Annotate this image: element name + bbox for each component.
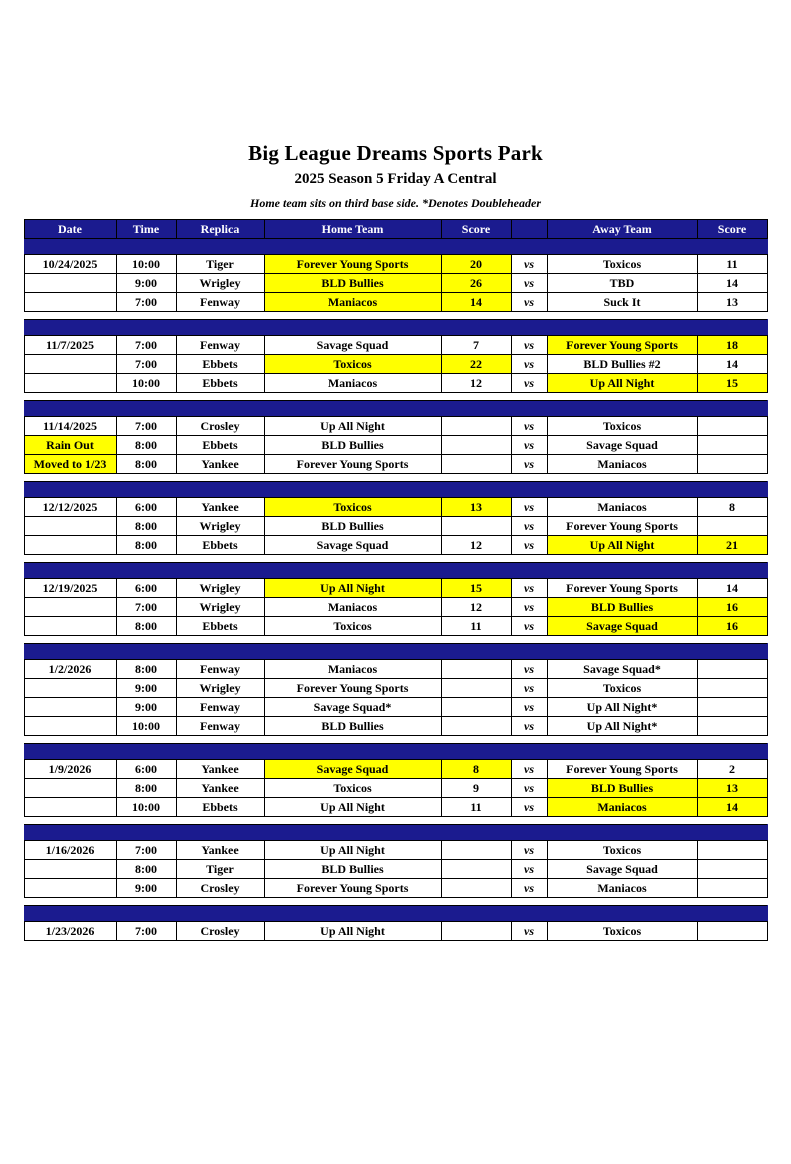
group-spacer: [24, 636, 767, 644]
cell-home-score: [441, 879, 511, 898]
cell-time: 8:00: [116, 660, 176, 679]
cell-date: 12/12/2025: [24, 498, 116, 517]
cell-home-score: 11: [441, 617, 511, 636]
cell-away-team: Up All Night: [547, 536, 697, 555]
group-divider-band: [24, 744, 767, 760]
cell-home-team: BLD Bullies: [264, 436, 441, 455]
cell-vs-label: vs: [511, 355, 547, 374]
cell-vs-label: vs: [511, 879, 547, 898]
cell-replica: Yankee: [176, 498, 264, 517]
cell-home-team: Savage Squad: [264, 760, 441, 779]
group-spacer-cell: [24, 817, 767, 825]
cell-away-team: Savage Squad: [547, 436, 697, 455]
cell-date: 11/14/2025: [24, 417, 116, 436]
cell-date: [24, 879, 116, 898]
cell-time: 8:00: [116, 536, 176, 555]
header-note: Home team sits on third base side. *Denotes Doubleheader: [250, 196, 541, 210]
cell-home-team: Maniacos: [264, 598, 441, 617]
cell-away-team: BLD Bullies: [547, 598, 697, 617]
cell-away-score: [697, 436, 767, 455]
cell-vs-label: vs: [511, 455, 547, 474]
cell-replica: Ebbets: [176, 436, 264, 455]
cell-vs-label: vs: [511, 841, 547, 860]
cell-home-team: Up All Night: [264, 922, 441, 941]
cell-replica: Tiger: [176, 255, 264, 274]
group-divider-cell: [24, 744, 767, 760]
cell-date: 1/23/2026: [24, 922, 116, 941]
cell-date: Rain Out: [24, 436, 116, 455]
cell-home-score: [441, 417, 511, 436]
table-row: [24, 779, 767, 798]
cell-vs-label: vs: [511, 598, 547, 617]
cell-replica: Crosley: [176, 417, 264, 436]
table-row: [24, 417, 767, 436]
cell-home-score: 26: [441, 274, 511, 293]
cell-date: [24, 798, 116, 817]
group-divider-cell: [24, 906, 767, 922]
cell-away-score: 14: [697, 579, 767, 598]
cell-replica: Ebbets: [176, 798, 264, 817]
cell-replica: Tiger: [176, 860, 264, 879]
group-spacer-cell: [24, 636, 767, 644]
cell-replica: Ebbets: [176, 355, 264, 374]
group-spacer: [24, 898, 767, 906]
cell-away-team: Forever Young Sports: [547, 760, 697, 779]
table-header: [24, 220, 767, 239]
cell-home-team: Forever Young Sports: [264, 255, 441, 274]
cell-replica: Wrigley: [176, 274, 264, 293]
table-row: [24, 517, 767, 536]
cell-home-team: Up All Night: [264, 417, 441, 436]
cell-away-score: [697, 860, 767, 879]
cell-away-score: 8: [697, 498, 767, 517]
cell-vs-label: vs: [511, 922, 547, 941]
cell-away-score: 16: [697, 617, 767, 636]
group-divider-band: [24, 906, 767, 922]
table-row: [24, 717, 767, 736]
cell-time: 8:00: [116, 455, 176, 474]
cell-home-team: Savage Squad*: [264, 698, 441, 717]
cell-home-score: [441, 717, 511, 736]
column-header-home-score: Score: [441, 220, 511, 239]
cell-replica: Wrigley: [176, 579, 264, 598]
table-row: [24, 679, 767, 698]
cell-time: 10:00: [116, 798, 176, 817]
cell-home-score: 12: [441, 598, 511, 617]
cell-replica: Fenway: [176, 336, 264, 355]
cell-replica: Wrigley: [176, 598, 264, 617]
cell-away-team: Savage Squad: [547, 617, 697, 636]
cell-away-score: 15: [697, 374, 767, 393]
cell-vs-label: vs: [511, 536, 547, 555]
cell-time: 8:00: [116, 517, 176, 536]
group-divider-cell: [24, 239, 767, 255]
table-row: [24, 455, 767, 474]
cell-time: 9:00: [116, 698, 176, 717]
cell-away-team: Up All Night*: [547, 717, 697, 736]
cell-replica: Yankee: [176, 841, 264, 860]
column-header-date: Date: [24, 220, 116, 239]
cell-time: 6:00: [116, 760, 176, 779]
cell-vs-label: vs: [511, 579, 547, 598]
cell-home-team: Toxicos: [264, 498, 441, 517]
cell-home-team: Forever Young Sports: [264, 679, 441, 698]
cell-vs-label: vs: [511, 274, 547, 293]
cell-time: 8:00: [116, 617, 176, 636]
cell-away-team: Toxicos: [547, 255, 697, 274]
cell-date: [24, 374, 116, 393]
cell-replica: Ebbets: [176, 617, 264, 636]
cell-date: 11/7/2025: [24, 336, 116, 355]
page-subtitle: 2025 Season 5 Friday A Central: [294, 171, 497, 188]
cell-time: 9:00: [116, 679, 176, 698]
cell-away-team: Toxicos: [547, 679, 697, 698]
page-title: Big League Dreams Sports Park: [248, 141, 543, 165]
cell-home-score: [441, 841, 511, 860]
cell-away-team: BLD Bullies #2: [547, 355, 697, 374]
cell-vs-label: vs: [511, 679, 547, 698]
group-divider-cell: [24, 401, 767, 417]
cell-away-score: [697, 455, 767, 474]
cell-home-team: Maniacos: [264, 293, 441, 312]
cell-time: 10:00: [116, 374, 176, 393]
cell-vs-label: vs: [511, 293, 547, 312]
cell-replica: Fenway: [176, 660, 264, 679]
group-divider-band: [24, 320, 767, 336]
cell-vs-label: vs: [511, 617, 547, 636]
document-page: [0, 140, 791, 1164]
cell-home-team: BLD Bullies: [264, 274, 441, 293]
cell-vs-label: vs: [511, 860, 547, 879]
table-row: [24, 841, 767, 860]
group-divider-cell: [24, 563, 767, 579]
cell-away-score: 13: [697, 779, 767, 798]
group-divider-band: [24, 644, 767, 660]
cell-replica: Yankee: [176, 455, 264, 474]
table-row: [24, 579, 767, 598]
group-spacer-cell: [24, 736, 767, 744]
cell-home-score: 7: [441, 336, 511, 355]
table-header-row: [24, 220, 767, 239]
group-divider-band: [24, 482, 767, 498]
cell-vs-label: vs: [511, 498, 547, 517]
cell-away-team: Maniacos: [547, 455, 697, 474]
cell-home-score: [441, 698, 511, 717]
cell-away-team: Toxicos: [547, 417, 697, 436]
group-spacer-cell: [24, 393, 767, 401]
cell-home-team: Up All Night: [264, 579, 441, 598]
cell-date: 10/24/2025: [24, 255, 116, 274]
column-header-vs: [511, 220, 547, 239]
cell-replica: Wrigley: [176, 517, 264, 536]
cell-date: [24, 274, 116, 293]
cell-away-score: 14: [697, 274, 767, 293]
cell-home-team: Toxicos: [264, 617, 441, 636]
cell-home-team: Savage Squad: [264, 336, 441, 355]
cell-vs-label: vs: [511, 698, 547, 717]
cell-home-team: Forever Young Sports: [264, 879, 441, 898]
cell-replica: Yankee: [176, 779, 264, 798]
cell-date: [24, 779, 116, 798]
group-divider-band: [24, 401, 767, 417]
cell-away-team: Forever Young Sports: [547, 517, 697, 536]
table-row: [24, 860, 767, 879]
cell-date: 1/9/2026: [24, 760, 116, 779]
cell-home-team: Savage Squad: [264, 536, 441, 555]
cell-date: 1/16/2026: [24, 841, 116, 860]
cell-home-team: BLD Bullies: [264, 517, 441, 536]
group-spacer: [24, 474, 767, 482]
cell-away-team: Forever Young Sports: [547, 579, 697, 598]
cell-replica: Fenway: [176, 698, 264, 717]
cell-replica: Fenway: [176, 293, 264, 312]
column-header-home-team: Home Team: [264, 220, 441, 239]
column-header-replica: Replica: [176, 220, 264, 239]
cell-home-score: 12: [441, 374, 511, 393]
cell-home-score: [441, 660, 511, 679]
cell-time: 8:00: [116, 860, 176, 879]
cell-time: 7:00: [116, 841, 176, 860]
cell-away-team: Maniacos: [547, 798, 697, 817]
group-spacer-cell: [24, 898, 767, 906]
column-header-away-team: Away Team: [547, 220, 697, 239]
cell-vs-label: vs: [511, 660, 547, 679]
table-row: [24, 798, 767, 817]
cell-away-score: [697, 717, 767, 736]
cell-away-score: [697, 841, 767, 860]
group-divider-band: [24, 239, 767, 255]
cell-date: [24, 598, 116, 617]
cell-vs-label: vs: [511, 717, 547, 736]
cell-away-score: [697, 517, 767, 536]
table-row: [24, 293, 767, 312]
cell-home-score: 11: [441, 798, 511, 817]
group-spacer: [24, 312, 767, 320]
cell-time: 6:00: [116, 579, 176, 598]
cell-home-score: 15: [441, 579, 511, 598]
cell-date: [24, 517, 116, 536]
column-header-time: Time: [116, 220, 176, 239]
cell-away-score: 14: [697, 355, 767, 374]
cell-away-score: [697, 417, 767, 436]
cell-replica: Fenway: [176, 717, 264, 736]
cell-replica: Wrigley: [176, 679, 264, 698]
cell-home-team: Maniacos: [264, 660, 441, 679]
cell-vs-label: vs: [511, 255, 547, 274]
cell-home-score: [441, 922, 511, 941]
schedule-table: [24, 219, 768, 941]
table-row: [24, 598, 767, 617]
cell-date: [24, 355, 116, 374]
cell-date: [24, 717, 116, 736]
document-header: [0, 140, 791, 210]
cell-away-team: Forever Young Sports: [547, 336, 697, 355]
cell-vs-label: vs: [511, 760, 547, 779]
cell-date: 12/19/2025: [24, 579, 116, 598]
cell-home-score: 9: [441, 779, 511, 798]
cell-replica: Yankee: [176, 760, 264, 779]
cell-date: [24, 860, 116, 879]
cell-away-team: Maniacos: [547, 498, 697, 517]
cell-time: 7:00: [116, 293, 176, 312]
group-divider-cell: [24, 644, 767, 660]
cell-away-score: [697, 879, 767, 898]
cell-time: 8:00: [116, 436, 176, 455]
cell-date: 1/2/2026: [24, 660, 116, 679]
cell-home-team: Toxicos: [264, 355, 441, 374]
cell-home-team: Up All Night: [264, 798, 441, 817]
cell-date: [24, 698, 116, 717]
table-row: [24, 255, 767, 274]
cell-away-score: 16: [697, 598, 767, 617]
cell-away-score: 13: [697, 293, 767, 312]
cell-time: 10:00: [116, 717, 176, 736]
cell-home-score: 8: [441, 760, 511, 779]
cell-vs-label: vs: [511, 374, 547, 393]
group-spacer: [24, 393, 767, 401]
cell-away-team: Up All Night*: [547, 698, 697, 717]
cell-away-team: Up All Night: [547, 374, 697, 393]
table-row: [24, 374, 767, 393]
cell-away-score: [697, 698, 767, 717]
cell-date: [24, 293, 116, 312]
cell-away-score: 14: [697, 798, 767, 817]
cell-home-team: Forever Young Sports: [264, 455, 441, 474]
table-row: [24, 536, 767, 555]
table-row: [24, 355, 767, 374]
cell-away-score: 21: [697, 536, 767, 555]
cell-time: 7:00: [116, 336, 176, 355]
table-row: [24, 660, 767, 679]
table-row: [24, 760, 767, 779]
table-row: [24, 879, 767, 898]
cell-away-team: Savage Squad: [547, 860, 697, 879]
cell-home-score: [441, 455, 511, 474]
cell-home-score: [441, 679, 511, 698]
table-row: [24, 698, 767, 717]
cell-date: [24, 536, 116, 555]
cell-home-score: 13: [441, 498, 511, 517]
cell-vs-label: vs: [511, 436, 547, 455]
cell-away-score: [697, 922, 767, 941]
group-divider-cell: [24, 825, 767, 841]
cell-home-team: Toxicos: [264, 779, 441, 798]
cell-home-score: 22: [441, 355, 511, 374]
cell-time: 10:00: [116, 255, 176, 274]
cell-vs-label: vs: [511, 417, 547, 436]
cell-time: 7:00: [116, 922, 176, 941]
cell-away-score: 11: [697, 255, 767, 274]
cell-replica: Ebbets: [176, 536, 264, 555]
cell-vs-label: vs: [511, 336, 547, 355]
table-body: [24, 239, 767, 941]
cell-replica: Crosley: [176, 922, 264, 941]
cell-time: 6:00: [116, 498, 176, 517]
cell-vs-label: vs: [511, 779, 547, 798]
cell-home-score: [441, 860, 511, 879]
table-row: [24, 922, 767, 941]
cell-away-score: [697, 660, 767, 679]
cell-away-score: 2: [697, 760, 767, 779]
cell-replica: Crosley: [176, 879, 264, 898]
table-row: [24, 336, 767, 355]
cell-time: 7:00: [116, 598, 176, 617]
group-spacer-cell: [24, 555, 767, 563]
cell-away-team: TBD: [547, 274, 697, 293]
group-spacer-cell: [24, 312, 767, 320]
table-row: [24, 498, 767, 517]
cell-away-team: Suck It: [547, 293, 697, 312]
group-divider-band: [24, 825, 767, 841]
cell-away-team: Maniacos: [547, 879, 697, 898]
cell-time: 7:00: [116, 355, 176, 374]
group-spacer: [24, 736, 767, 744]
cell-away-score: 18: [697, 336, 767, 355]
cell-time: 8:00: [116, 779, 176, 798]
cell-time: 7:00: [116, 417, 176, 436]
cell-time: 9:00: [116, 274, 176, 293]
cell-away-score: [697, 679, 767, 698]
cell-away-team: BLD Bullies: [547, 779, 697, 798]
cell-home-score: 12: [441, 536, 511, 555]
cell-time: 9:00: [116, 879, 176, 898]
cell-vs-label: vs: [511, 798, 547, 817]
cell-away-team: Savage Squad*: [547, 660, 697, 679]
group-divider-cell: [24, 320, 767, 336]
cell-home-score: 20: [441, 255, 511, 274]
cell-home-team: Maniacos: [264, 374, 441, 393]
cell-home-team: BLD Bullies: [264, 717, 441, 736]
group-spacer: [24, 555, 767, 563]
cell-date: Moved to 1/23: [24, 455, 116, 474]
cell-vs-label: vs: [511, 517, 547, 536]
cell-date: [24, 679, 116, 698]
cell-away-team: Toxicos: [547, 841, 697, 860]
cell-date: [24, 617, 116, 636]
cell-home-team: Up All Night: [264, 841, 441, 860]
table-row: [24, 617, 767, 636]
cell-replica: Ebbets: [176, 374, 264, 393]
cell-home-score: [441, 436, 511, 455]
group-spacer: [24, 817, 767, 825]
cell-away-team: Toxicos: [547, 922, 697, 941]
cell-home-score: 14: [441, 293, 511, 312]
group-divider-band: [24, 563, 767, 579]
group-spacer-cell: [24, 474, 767, 482]
table-row: [24, 274, 767, 293]
cell-home-score: [441, 517, 511, 536]
group-divider-cell: [24, 482, 767, 498]
table-row: [24, 436, 767, 455]
column-header-away-score: Score: [697, 220, 767, 239]
cell-home-team: BLD Bullies: [264, 860, 441, 879]
